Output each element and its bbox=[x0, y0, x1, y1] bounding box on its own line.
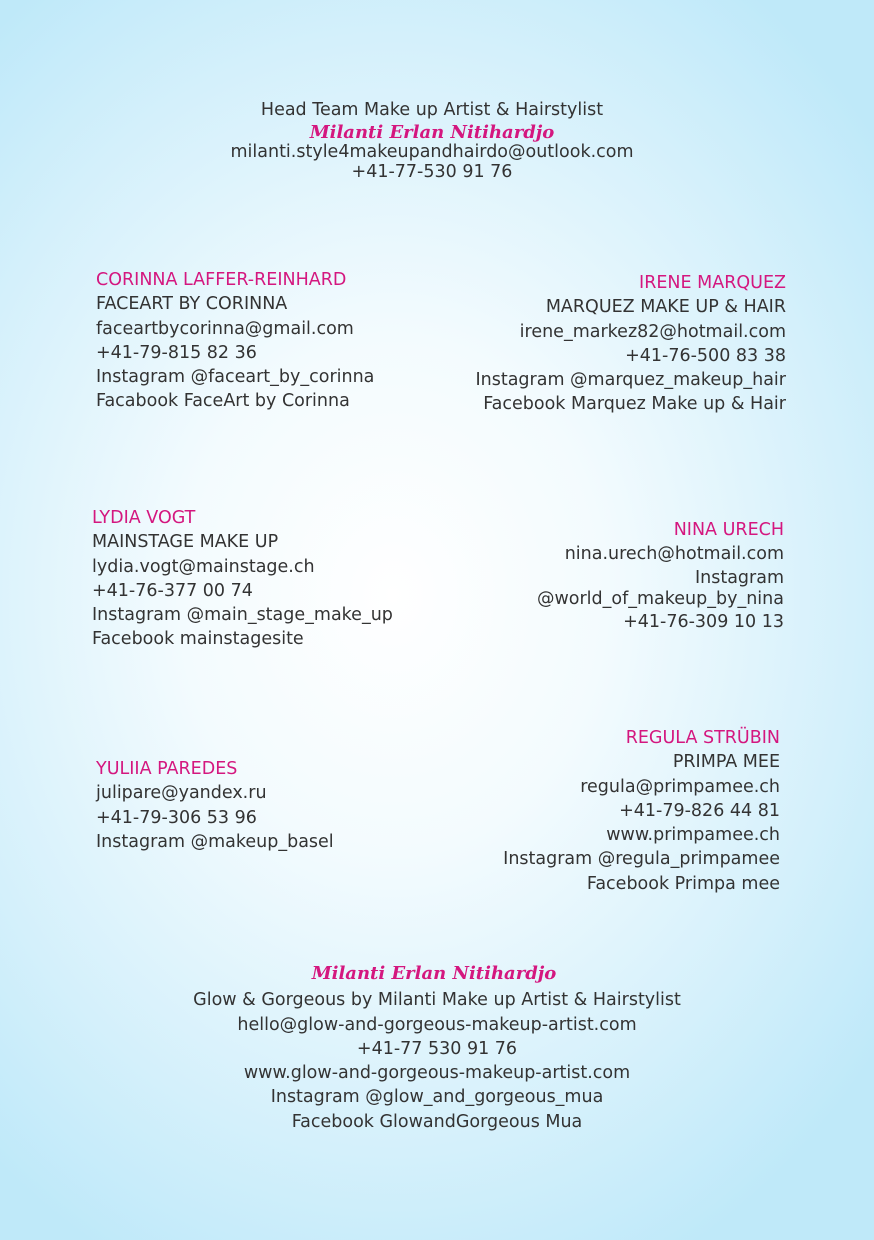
contact-instagram[interactable]: Instagram @marquez_makeup_hair bbox=[475, 370, 786, 391]
contact-name: NINA URECH bbox=[673, 520, 784, 540]
contact-instagram-label: Instagram bbox=[694, 567, 784, 588]
head-email[interactable]: milanti.style4makeupandhairdo@outlook.com bbox=[230, 142, 634, 162]
footer-name: Milanti Erlan Nitihardjo bbox=[311, 963, 557, 984]
contact-corinna bbox=[96, 268, 374, 414]
footer-facebook[interactable]: Facebook GlowandGorgeous Mua bbox=[291, 1111, 583, 1132]
contact-name: LYDIA VOGT bbox=[92, 508, 196, 528]
footer-website[interactable]: www.glow-and-gorgeous-makeup-artist.com bbox=[243, 1063, 631, 1084]
contact-instagram[interactable]: Instagram @regula_primpamee bbox=[503, 849, 780, 870]
contact-email[interactable]: julipare@yandex.ru bbox=[96, 783, 267, 804]
contact-phone[interactable]: +41-79-826 44 81 bbox=[619, 800, 780, 821]
footer-phone[interactable]: +41-77 530 91 76 bbox=[356, 1038, 518, 1059]
contact-instagram[interactable]: @world_of_makeup_by_nina bbox=[536, 588, 784, 609]
contact-instagram[interactable]: Instagram @main_stage_make_up bbox=[92, 605, 393, 626]
contact-facebook[interactable]: Facabook FaceArt by Corinna bbox=[96, 391, 350, 412]
contact-nina bbox=[537, 518, 784, 634]
contact-phone[interactable]: +41-76-377 00 74 bbox=[92, 580, 253, 601]
contact-facebook[interactable]: Facebook mainstagesite bbox=[92, 629, 304, 650]
contact-lydia bbox=[92, 506, 393, 652]
contact-email[interactable]: lydia.vogt@mainstage.ch bbox=[92, 556, 315, 577]
head-contact bbox=[0, 98, 864, 182]
contact-instagram[interactable]: Instagram @makeup_basel bbox=[96, 831, 334, 852]
contact-phone[interactable]: +41-76-500 83 38 bbox=[625, 345, 786, 366]
contact-regula bbox=[503, 726, 780, 896]
contact-name: YULIIA PAREDES bbox=[96, 759, 238, 779]
head-phone[interactable]: +41-77-530 91 76 bbox=[351, 162, 513, 182]
footer-contact bbox=[0, 962, 874, 1134]
contact-facebook[interactable]: Facebook Marquez Make up & Hair bbox=[483, 394, 786, 415]
head-name: Milanti Erlan Nitihardjo bbox=[309, 122, 555, 143]
contact-email[interactable]: faceartbycorinna@gmail.com bbox=[96, 318, 354, 339]
contact-email[interactable]: regula@primpamee.ch bbox=[580, 776, 780, 797]
contact-irene bbox=[475, 271, 786, 417]
contact-name: REGULA STRÜBIN bbox=[625, 728, 780, 748]
footer-instagram[interactable]: Instagram @glow_and_gorgeous_mua bbox=[270, 1087, 604, 1108]
contact-company: MARQUEZ MAKE UP & HAIR bbox=[545, 297, 786, 318]
contact-email[interactable]: irene_markez82@hotmail.com bbox=[519, 321, 786, 342]
contact-company: PRIMPA MEE bbox=[672, 752, 780, 773]
contact-company: MAINSTAGE MAKE UP bbox=[92, 532, 279, 553]
contact-website[interactable]: www.primpamee.ch bbox=[606, 825, 780, 846]
head-title: Head Team Make up Artist & Hairstylist bbox=[260, 100, 604, 120]
contact-facebook[interactable]: Facebook Primpa mee bbox=[586, 873, 780, 894]
contact-instagram[interactable]: Instagram @faceart_by_corinna bbox=[96, 367, 375, 388]
footer-email[interactable]: hello@glow-and-gorgeous-makeup-artist.com bbox=[237, 1014, 637, 1035]
contact-phone[interactable]: +41-76-309 10 13 bbox=[623, 611, 784, 632]
contact-phone[interactable]: +41-79-815 82 36 bbox=[96, 342, 257, 363]
footer-title: Glow & Gorgeous by Milanti Make up Artist & Hairstylist bbox=[193, 990, 681, 1011]
contact-name: IRENE MARQUEZ bbox=[639, 273, 786, 293]
contact-email[interactable]: nina.urech@hotmail.com bbox=[564, 544, 784, 565]
contact-yuliia bbox=[96, 757, 334, 854]
contact-company: FACEART BY CORINNA bbox=[96, 294, 288, 315]
contact-name: CORINNA LAFFER-REINHARD bbox=[96, 270, 347, 290]
contact-phone[interactable]: +41-79-306 53 96 bbox=[96, 807, 257, 828]
